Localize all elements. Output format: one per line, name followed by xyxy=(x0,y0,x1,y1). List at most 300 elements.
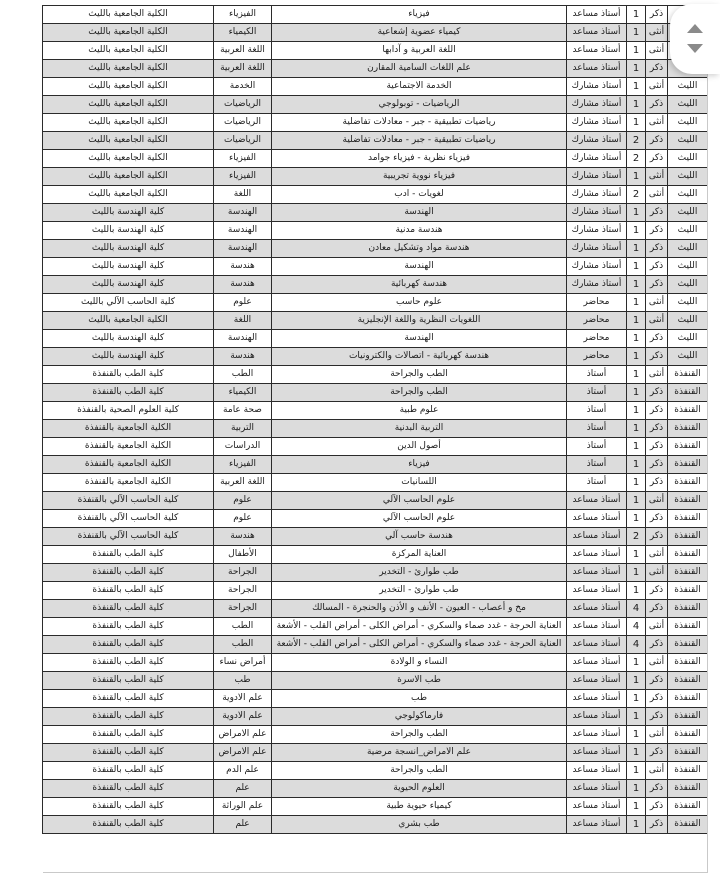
specialization-cell: الطب والجراحة xyxy=(272,384,567,402)
count-cell: 2 xyxy=(627,132,646,150)
specialization-cell: العناية الحرجة - غدد صماء والسكري - أمراض الكلى - أمراض القلب - الأشعة xyxy=(272,636,567,654)
specialization-cell: العناية المركزة xyxy=(272,546,567,564)
count-cell: 1 xyxy=(627,294,646,312)
city-cell: الليث xyxy=(668,96,708,114)
table-row xyxy=(43,582,708,600)
table-row xyxy=(43,690,708,708)
department-cell: الخدمة xyxy=(214,78,272,96)
count-cell: 1 xyxy=(627,276,646,294)
gender-cell: ذكر xyxy=(646,150,668,168)
college-cell: الكلية الجامعية بالليث xyxy=(43,24,214,42)
count-cell: 1 xyxy=(627,690,646,708)
table-row xyxy=(43,654,708,672)
college-cell: كلية الحاسب الآلي بالقنفذة xyxy=(43,492,214,510)
count-cell: 1 xyxy=(627,780,646,798)
college-cell: كلية الطب بالقنفذة xyxy=(43,816,214,834)
count-cell: 1 xyxy=(627,366,646,384)
department-cell: علم الامراض xyxy=(214,726,272,744)
city-cell: الليث xyxy=(668,276,708,294)
rank-cell: أستاذ مساعد xyxy=(567,690,627,708)
table-row xyxy=(43,492,708,510)
city-cell: القنفذة xyxy=(668,528,708,546)
college-cell: الكلية الجامعية بالليث xyxy=(43,78,214,96)
specialization-cell: اللسانيات xyxy=(272,474,567,492)
rank-cell: أستاذ مساعد xyxy=(567,762,627,780)
department-cell: علم الادوية xyxy=(214,708,272,726)
specialization-cell: التربية البدنية xyxy=(272,420,567,438)
department-cell: علم xyxy=(214,816,272,834)
count-cell: 1 xyxy=(627,60,646,78)
department-cell: هندسة xyxy=(214,258,272,276)
rank-cell: محاضر xyxy=(567,348,627,366)
count-cell: 1 xyxy=(627,240,646,258)
count-cell: 1 xyxy=(627,492,646,510)
specialization-cell: هندسة مواد وتشكيل معادن xyxy=(272,240,567,258)
college-cell: كلية الهندسة بالليث xyxy=(43,258,214,276)
count-cell: 1 xyxy=(627,816,646,834)
count-cell: 1 xyxy=(627,384,646,402)
gender-cell: ذكر xyxy=(646,600,668,618)
vacancies-table-container[interactable] xyxy=(42,5,707,872)
department-cell: علوم xyxy=(214,510,272,528)
table-row xyxy=(43,528,708,546)
department-cell: اللغة العربية xyxy=(214,42,272,60)
count-cell: 1 xyxy=(627,582,646,600)
gender-cell: ذكر xyxy=(646,708,668,726)
table-row xyxy=(43,222,708,240)
college-cell: كلية العلوم الصحية بالقنفذة xyxy=(43,402,214,420)
specialization-cell: طب طوارئ - التخدير xyxy=(272,582,567,600)
count-cell: 1 xyxy=(627,24,646,42)
specialization-cell: الهندسة xyxy=(272,330,567,348)
rank-cell: أستاذ xyxy=(567,420,627,438)
table-row xyxy=(43,420,708,438)
city-cell: الليث xyxy=(668,222,708,240)
count-cell: 1 xyxy=(627,798,646,816)
college-cell: الكلية الجامعية بالليث xyxy=(43,168,214,186)
rank-cell: أستاذ مشارك xyxy=(567,114,627,132)
table-row xyxy=(43,132,708,150)
rank-cell: أستاذ مساعد xyxy=(567,672,627,690)
rank-cell: أستاذ مساعد xyxy=(567,600,627,618)
department-cell: الفيزياء xyxy=(214,150,272,168)
specialization-cell: علوم الحاسب الآلي xyxy=(272,492,567,510)
college-cell: الكلية الجامعية بالقنفذة xyxy=(43,420,214,438)
department-cell: علم الوراثة xyxy=(214,798,272,816)
table-row xyxy=(43,24,708,42)
city-cell: القنفذة xyxy=(668,546,708,564)
rank-cell: أستاذ مشارك xyxy=(567,222,627,240)
gender-cell: ذكر xyxy=(646,258,668,276)
city-cell: الليث xyxy=(668,294,708,312)
gender-cell: ذكر xyxy=(646,438,668,456)
count-cell: 1 xyxy=(627,672,646,690)
rank-cell: أستاذ مشارك xyxy=(567,132,627,150)
specialization-cell: الهندسة xyxy=(272,258,567,276)
gender-cell: ذكر xyxy=(646,672,668,690)
city-cell: القنفذة xyxy=(668,510,708,528)
city-cell: القنفذة xyxy=(668,582,708,600)
count-cell: 1 xyxy=(627,510,646,528)
rank-cell: أستاذ مساعد xyxy=(567,816,627,834)
department-cell: الهندسة xyxy=(214,222,272,240)
rank-cell: أستاذ xyxy=(567,384,627,402)
table-row xyxy=(43,474,708,492)
gender-cell: أنثى xyxy=(646,654,668,672)
rank-cell: أستاذ مساعد xyxy=(567,6,627,24)
table-row xyxy=(43,330,708,348)
count-cell: 1 xyxy=(627,456,646,474)
count-cell: 1 xyxy=(627,78,646,96)
specialization-cell: لغويات - ادب xyxy=(272,186,567,204)
gender-cell: أنثى xyxy=(646,492,668,510)
city-cell: القنفذة xyxy=(668,816,708,834)
college-cell: كلية الهندسة بالليث xyxy=(43,276,214,294)
gender-cell: ذكر xyxy=(646,582,668,600)
department-cell: الطب xyxy=(214,366,272,384)
college-cell: كلية الطب بالقنفذة xyxy=(43,564,214,582)
gender-cell: أنثى xyxy=(646,546,668,564)
college-cell: كلية الطب بالقنفذة xyxy=(43,600,214,618)
rank-cell: أستاذ مساعد xyxy=(567,780,627,798)
table-row xyxy=(43,600,708,618)
city-cell: القنفذة xyxy=(668,366,708,384)
table-row xyxy=(43,744,708,762)
city-cell: القنفذة xyxy=(668,654,708,672)
count-cell: 4 xyxy=(627,636,646,654)
rank-cell: أستاذ مشارك xyxy=(567,258,627,276)
rank-cell: أستاذ مشارك xyxy=(567,78,627,96)
gender-cell: أنثى xyxy=(646,42,668,60)
specialization-cell: طب طوارئ - التخدير xyxy=(272,564,567,582)
gender-cell: أنثى xyxy=(646,618,668,636)
count-cell: 1 xyxy=(627,6,646,24)
rank-cell: أستاذ مساعد xyxy=(567,744,627,762)
rank-cell: أستاذ مساعد xyxy=(567,564,627,582)
college-cell: الكلية الجامعية بالليث xyxy=(43,312,214,330)
city-cell: القنفذة xyxy=(668,780,708,798)
gender-cell: ذكر xyxy=(646,798,668,816)
specialization-cell: هندسة مدنية xyxy=(272,222,567,240)
chevron-down-icon[interactable] xyxy=(687,44,703,53)
department-cell: الفيزياء xyxy=(214,456,272,474)
count-cell: 4 xyxy=(627,600,646,618)
specialization-cell: هندسة حاسب آلي xyxy=(272,528,567,546)
city-cell: القنفذة xyxy=(668,456,708,474)
specialization-cell: فارماكولوجي xyxy=(272,708,567,726)
rank-cell: أستاذ مساعد xyxy=(567,546,627,564)
gender-cell: ذكر xyxy=(646,348,668,366)
specialization-cell: اللغة العربية و آدابها xyxy=(272,42,567,60)
city-cell: القنفذة xyxy=(668,438,708,456)
city-cell: القنفذة xyxy=(668,762,708,780)
count-cell: 1 xyxy=(627,312,646,330)
department-cell: الفيزياء xyxy=(214,168,272,186)
specialization-cell: العلوم الحيوية xyxy=(272,780,567,798)
specialization-cell: الطب والجراحة xyxy=(272,366,567,384)
city-cell: القنفذة xyxy=(668,600,708,618)
table-row xyxy=(43,204,708,222)
gender-cell: ذكر xyxy=(646,420,668,438)
rank-cell: أستاذ مساعد xyxy=(567,708,627,726)
department-cell: الجراحة xyxy=(214,600,272,618)
specialization-cell: هندسة كهربائية - اتصالات والكترونيات xyxy=(272,348,567,366)
city-cell: الليث xyxy=(668,168,708,186)
college-cell: كلية الطب بالقنفذة xyxy=(43,672,214,690)
gender-cell: أنثى xyxy=(646,114,668,132)
count-cell: 2 xyxy=(627,150,646,168)
gender-cell: أنثى xyxy=(646,312,668,330)
department-cell: الفيزياء xyxy=(214,6,272,24)
rank-cell: أستاذ مشارك xyxy=(567,96,627,114)
table-row xyxy=(43,42,708,60)
college-cell: كلية الهندسة بالليث xyxy=(43,222,214,240)
department-cell: هندسة xyxy=(214,348,272,366)
college-cell: كلية الطب بالقنفذة xyxy=(43,762,214,780)
rank-cell: أستاذ xyxy=(567,456,627,474)
table-row xyxy=(43,546,708,564)
college-cell: كلية الطب بالقنفذة xyxy=(43,546,214,564)
gender-cell: ذكر xyxy=(646,636,668,654)
gender-cell: أنثى xyxy=(646,186,668,204)
specialization-cell: العناية الحرجة - غدد صماء والسكري - أمراض الكلى - أمراض القلب - الأشعة xyxy=(272,618,567,636)
rank-cell: أستاذ مساعد xyxy=(567,636,627,654)
department-cell: أمراض نساء xyxy=(214,654,272,672)
gender-cell: ذكر xyxy=(646,528,668,546)
specialization-cell: كيمياء عضوية إشعاعية xyxy=(272,24,567,42)
city-cell: القنفذة xyxy=(668,672,708,690)
city-cell: القنفذة xyxy=(668,618,708,636)
city-cell: القنفذة xyxy=(668,636,708,654)
gender-cell: أنثى xyxy=(646,78,668,96)
college-cell: كلية الطب بالقنفذة xyxy=(43,582,214,600)
department-cell: علوم xyxy=(214,294,272,312)
rank-cell: أستاذ مساعد xyxy=(567,582,627,600)
college-cell: كلية الطب بالقنفذة xyxy=(43,726,214,744)
college-cell: كلية الطب بالقنفذة xyxy=(43,618,214,636)
rank-cell: أستاذ مساعد xyxy=(567,798,627,816)
department-cell: الرياضيات xyxy=(214,132,272,150)
department-cell: اللغة العربية xyxy=(214,474,272,492)
college-cell: كلية الطب بالقنفذة xyxy=(43,798,214,816)
city-cell: القنفذة xyxy=(668,690,708,708)
department-cell: الكيمياء xyxy=(214,24,272,42)
department-cell: الدراسات xyxy=(214,438,272,456)
count-cell: 1 xyxy=(627,330,646,348)
count-cell: 1 xyxy=(627,474,646,492)
gender-cell: ذكر xyxy=(646,240,668,258)
table-row xyxy=(43,348,708,366)
specialization-cell: الخدمة الاجتماعية xyxy=(272,78,567,96)
chevron-up-icon[interactable] xyxy=(687,24,703,33)
city-cell: الليث xyxy=(668,312,708,330)
table-row xyxy=(43,672,708,690)
table-row xyxy=(43,384,708,402)
gender-cell: ذكر xyxy=(646,6,668,24)
rank-cell: أستاذ مساعد xyxy=(567,42,627,60)
count-cell: 1 xyxy=(627,708,646,726)
gender-cell: أنثى xyxy=(646,564,668,582)
college-cell: كلية الحاسب الآلي بالقنفذة xyxy=(43,510,214,528)
gender-cell: ذكر xyxy=(646,456,668,474)
specialization-cell: طب xyxy=(272,690,567,708)
count-cell: 4 xyxy=(627,618,646,636)
city-cell: الليث xyxy=(668,330,708,348)
rank-cell: أستاذ مشارك xyxy=(567,168,627,186)
table-row xyxy=(43,402,708,420)
table-row xyxy=(43,636,708,654)
table-row xyxy=(43,816,708,834)
department-cell: التربية xyxy=(214,420,272,438)
department-cell: علم xyxy=(214,780,272,798)
count-cell: 2 xyxy=(627,186,646,204)
college-cell: كلية الطب بالقنفذة xyxy=(43,654,214,672)
count-cell: 1 xyxy=(627,420,646,438)
rank-cell: أستاذ مساعد xyxy=(567,654,627,672)
table-row xyxy=(43,78,708,96)
count-cell: 1 xyxy=(627,654,646,672)
specialization-cell: طب الاسرة xyxy=(272,672,567,690)
rank-cell: أستاذ مشارك xyxy=(567,204,627,222)
specialization-cell: كيمياء حيوية طبية xyxy=(272,798,567,816)
table-row xyxy=(43,762,708,780)
count-cell: 1 xyxy=(627,726,646,744)
department-cell: الرياضيات xyxy=(214,96,272,114)
city-cell: القنفذة xyxy=(668,798,708,816)
scroll-control[interactable] xyxy=(670,4,720,74)
gender-cell: ذكر xyxy=(646,276,668,294)
gender-cell: أنثى xyxy=(646,24,668,42)
college-cell: كلية الطب بالقنفذة xyxy=(43,384,214,402)
table-row xyxy=(43,780,708,798)
college-cell: كلية الطب بالقنفذة xyxy=(43,780,214,798)
rank-cell: أستاذ مساعد xyxy=(567,726,627,744)
table-row xyxy=(43,240,708,258)
specialization-cell: مخ و أعصاب - العيون - الأنف و الأذن والحنجرة - المسالك xyxy=(272,600,567,618)
city-cell: الليث xyxy=(668,78,708,96)
rank-cell: أستاذ xyxy=(567,402,627,420)
city-cell: القنفذة xyxy=(668,744,708,762)
table-row xyxy=(43,726,708,744)
specialization-cell: الهندسة xyxy=(272,204,567,222)
gender-cell: ذكر xyxy=(646,402,668,420)
count-cell: 2 xyxy=(627,528,646,546)
department-cell: اللغة xyxy=(214,186,272,204)
table-row xyxy=(43,438,708,456)
college-cell: كلية الطب بالقنفذة xyxy=(43,744,214,762)
rank-cell: أستاذ مشارك xyxy=(567,150,627,168)
city-cell: القنفذة xyxy=(668,726,708,744)
gender-cell: أنثى xyxy=(646,726,668,744)
college-cell: الكلية الجامعية بالليث xyxy=(43,60,214,78)
gender-cell: ذكر xyxy=(646,816,668,834)
table-row xyxy=(43,312,708,330)
count-cell: 1 xyxy=(627,546,646,564)
rank-cell: أستاذ مساعد xyxy=(567,492,627,510)
college-cell: كلية الهندسة بالليث xyxy=(43,330,214,348)
city-cell: الليث xyxy=(668,132,708,150)
college-cell: كلية الطب بالقنفذة xyxy=(43,366,214,384)
college-cell: الكلية الجامعية بالليث xyxy=(43,186,214,204)
rank-cell: أستاذ مساعد xyxy=(567,618,627,636)
department-cell: الأطفال xyxy=(214,546,272,564)
city-cell: القنفذة xyxy=(668,402,708,420)
gender-cell: ذكر xyxy=(646,690,668,708)
vacancies-table xyxy=(42,5,707,834)
specialization-cell: طب بشري xyxy=(272,816,567,834)
rank-cell: أستاذ مساعد xyxy=(567,24,627,42)
city-cell: القنفذة xyxy=(668,474,708,492)
rank-cell: أستاذ مساعد xyxy=(567,510,627,528)
college-cell: كلية الهندسة بالليث xyxy=(43,204,214,222)
rank-cell: أستاذ xyxy=(567,438,627,456)
gender-cell: ذكر xyxy=(646,96,668,114)
count-cell: 1 xyxy=(627,438,646,456)
department-cell: الطب xyxy=(214,618,272,636)
specialization-cell: أصول الدين xyxy=(272,438,567,456)
count-cell: 1 xyxy=(627,204,646,222)
rank-cell: أستاذ xyxy=(567,474,627,492)
college-cell: كلية الهندسة بالليث xyxy=(43,240,214,258)
city-cell: القنفذة xyxy=(668,384,708,402)
gender-cell: ذكر xyxy=(646,60,668,78)
rank-cell: محاضر xyxy=(567,294,627,312)
specialization-cell: علم الامراض_انسجة مرضية xyxy=(272,744,567,762)
table-body xyxy=(43,6,708,834)
table-row xyxy=(43,618,708,636)
college-cell: كلية الهندسة بالليث xyxy=(43,348,214,366)
gender-cell: ذكر xyxy=(646,132,668,150)
college-cell: كلية الحاسب الآلي بالقنفذة xyxy=(43,528,214,546)
count-cell: 1 xyxy=(627,96,646,114)
college-cell: الكلية الجامعية بالليث xyxy=(43,6,214,24)
table-row xyxy=(43,366,708,384)
city-cell: الليث xyxy=(668,150,708,168)
gender-cell: ذكر xyxy=(646,204,668,222)
department-cell: علوم xyxy=(214,492,272,510)
college-cell: الكلية الجامعية بالليث xyxy=(43,96,214,114)
specialization-cell: هندسة كهربائية xyxy=(272,276,567,294)
college-cell: الكلية الجامعية بالليث xyxy=(43,114,214,132)
table-row xyxy=(43,168,708,186)
table-row xyxy=(43,6,708,24)
specialization-cell: فيزياء xyxy=(272,6,567,24)
count-cell: 1 xyxy=(627,744,646,762)
department-cell: علم الامراض xyxy=(214,744,272,762)
department-cell: صحة عامة xyxy=(214,402,272,420)
department-cell: الرياضيات xyxy=(214,114,272,132)
college-cell: الكلية الجامعية بالقنفذة xyxy=(43,438,214,456)
department-cell: الجراحة xyxy=(214,582,272,600)
department-cell: الجراحة xyxy=(214,564,272,582)
specialization-cell: الطب والجراحة xyxy=(272,762,567,780)
college-cell: كلية الحاسب الآلي بالليث xyxy=(43,294,214,312)
specialization-cell: علوم طبية xyxy=(272,402,567,420)
department-cell: اللغة xyxy=(214,312,272,330)
specialization-cell: الطب والجراحة xyxy=(272,726,567,744)
table-row xyxy=(43,186,708,204)
table-row xyxy=(43,798,708,816)
city-cell: الليث xyxy=(668,258,708,276)
table-row xyxy=(43,708,708,726)
college-cell: كلية الطب بالقنفذة xyxy=(43,708,214,726)
specialization-cell: رياضيات تطبيقية - جبر - معادلات تفاضلية xyxy=(272,132,567,150)
table-row xyxy=(43,276,708,294)
city-cell: القنفذة xyxy=(668,564,708,582)
college-cell: الكلية الجامعية بالليث xyxy=(43,132,214,150)
department-cell: الهندسة xyxy=(214,330,272,348)
rank-cell: أستاذ xyxy=(567,366,627,384)
